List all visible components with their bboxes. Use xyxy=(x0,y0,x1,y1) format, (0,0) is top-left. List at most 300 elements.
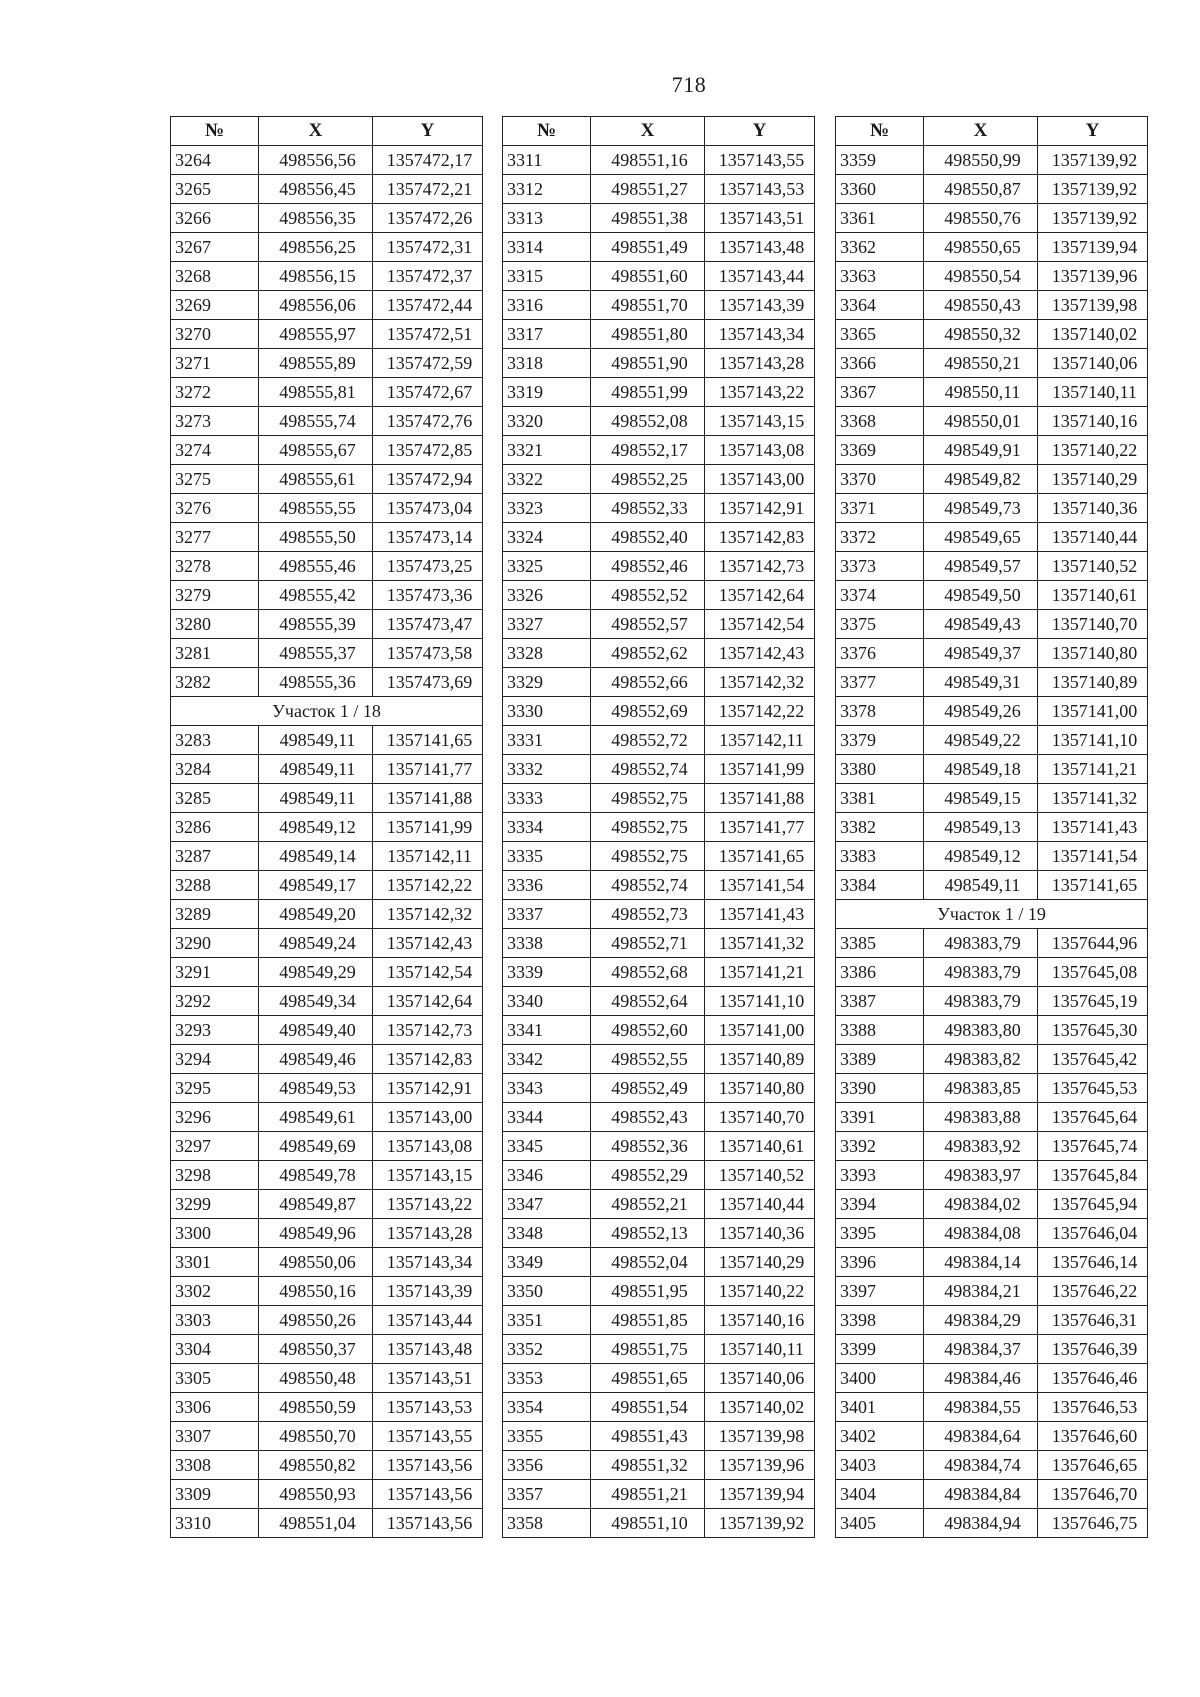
table-row xyxy=(171,320,483,349)
table-row xyxy=(171,929,483,958)
y-coordinate-cell: 1357142,11 xyxy=(373,842,483,871)
point-number-cell: 3283 xyxy=(171,726,259,755)
y-coordinate-cell: 1357141,99 xyxy=(705,755,815,784)
point-number-cell: 3392 xyxy=(836,1132,924,1161)
y-coordinate-cell: 1357645,64 xyxy=(1038,1103,1148,1132)
x-coordinate-cell: 498550,82 xyxy=(259,1451,373,1480)
x-coordinate-cell: 498551,90 xyxy=(591,349,705,378)
table-row xyxy=(836,1480,1148,1509)
y-coordinate-cell: 1357141,54 xyxy=(705,871,815,900)
x-coordinate-cell: 498550,70 xyxy=(259,1422,373,1451)
y-coordinate-cell: 1357646,53 xyxy=(1038,1393,1148,1422)
point-number-cell: 3314 xyxy=(503,233,591,262)
y-coordinate-cell: 1357139,98 xyxy=(705,1422,815,1451)
y-coordinate-cell: 1357143,53 xyxy=(705,175,815,204)
point-number-cell: 3404 xyxy=(836,1480,924,1509)
table-row xyxy=(503,1219,815,1248)
y-coordinate-cell: 1357140,61 xyxy=(1038,581,1148,610)
x-coordinate-cell: 498550,37 xyxy=(259,1335,373,1364)
x-coordinate-cell: 498550,87 xyxy=(924,175,1038,204)
x-coordinate-cell: 498550,06 xyxy=(259,1248,373,1277)
column-header-y: Y xyxy=(705,117,815,146)
y-coordinate-cell: 1357140,16 xyxy=(1038,407,1148,436)
table-row xyxy=(171,581,483,610)
table-row xyxy=(836,465,1148,494)
point-number-cell: 3382 xyxy=(836,813,924,842)
table-row xyxy=(503,871,815,900)
table-row xyxy=(836,523,1148,552)
x-coordinate-cell: 498550,65 xyxy=(924,233,1038,262)
x-coordinate-cell: 498549,24 xyxy=(259,929,373,958)
y-coordinate-cell: 1357142,11 xyxy=(705,726,815,755)
x-coordinate-cell: 498549,17 xyxy=(259,871,373,900)
y-coordinate-cell: 1357472,59 xyxy=(373,349,483,378)
x-coordinate-cell: 498551,85 xyxy=(591,1306,705,1335)
table-row xyxy=(503,204,815,233)
y-coordinate-cell: 1357141,65 xyxy=(373,726,483,755)
y-coordinate-cell: 1357140,80 xyxy=(1038,639,1148,668)
table-row xyxy=(503,494,815,523)
point-number-cell: 3389 xyxy=(836,1045,924,1074)
point-number-cell: 3269 xyxy=(171,291,259,320)
table-row xyxy=(836,1306,1148,1335)
point-number-cell: 3373 xyxy=(836,552,924,581)
table-row xyxy=(503,1074,815,1103)
point-number-cell: 3369 xyxy=(836,436,924,465)
x-coordinate-cell: 498550,99 xyxy=(924,146,1038,175)
y-coordinate-cell: 1357143,28 xyxy=(705,349,815,378)
table-row xyxy=(171,262,483,291)
y-coordinate-cell: 1357140,89 xyxy=(705,1045,815,1074)
section-label: Участок 1 / 19 xyxy=(836,900,1148,929)
x-coordinate-cell: 498549,53 xyxy=(259,1074,373,1103)
table-row xyxy=(171,378,483,407)
table-row xyxy=(836,668,1148,697)
y-coordinate-cell: 1357472,94 xyxy=(373,465,483,494)
point-number-cell: 3266 xyxy=(171,204,259,233)
table-row xyxy=(503,1161,815,1190)
x-coordinate-cell: 498384,84 xyxy=(924,1480,1038,1509)
point-number-cell: 3289 xyxy=(171,900,259,929)
y-coordinate-cell: 1357140,52 xyxy=(1038,552,1148,581)
y-coordinate-cell: 1357140,11 xyxy=(705,1335,815,1364)
point-number-cell: 3375 xyxy=(836,610,924,639)
y-coordinate-cell: 1357142,64 xyxy=(705,581,815,610)
table-row xyxy=(836,1451,1148,1480)
table-row xyxy=(171,668,483,697)
y-coordinate-cell: 1357142,73 xyxy=(373,1016,483,1045)
point-number-cell: 3279 xyxy=(171,581,259,610)
y-coordinate-cell: 1357143,15 xyxy=(705,407,815,436)
y-coordinate-cell: 1357473,58 xyxy=(373,639,483,668)
x-coordinate-cell: 498383,97 xyxy=(924,1161,1038,1190)
point-number-cell: 3323 xyxy=(503,494,591,523)
table-row xyxy=(503,552,815,581)
point-number-cell: 3295 xyxy=(171,1074,259,1103)
table-row xyxy=(171,552,483,581)
table-row xyxy=(171,610,483,639)
point-number-cell: 3310 xyxy=(171,1509,259,1538)
y-coordinate-cell: 1357646,22 xyxy=(1038,1277,1148,1306)
y-coordinate-cell: 1357142,32 xyxy=(705,668,815,697)
y-coordinate-cell: 1357141,43 xyxy=(1038,813,1148,842)
table-row xyxy=(171,233,483,262)
point-number-cell: 3385 xyxy=(836,929,924,958)
column-header-y: Y xyxy=(373,117,483,146)
y-coordinate-cell: 1357139,92 xyxy=(1038,175,1148,204)
y-coordinate-cell: 1357143,28 xyxy=(373,1219,483,1248)
x-coordinate-cell: 498556,15 xyxy=(259,262,373,291)
y-coordinate-cell: 1357141,10 xyxy=(705,987,815,1016)
x-coordinate-cell: 498384,74 xyxy=(924,1451,1038,1480)
x-coordinate-cell: 498550,32 xyxy=(924,320,1038,349)
y-coordinate-cell: 1357143,51 xyxy=(373,1364,483,1393)
x-coordinate-cell: 498383,88 xyxy=(924,1103,1038,1132)
table-row xyxy=(836,813,1148,842)
x-coordinate-cell: 498549,40 xyxy=(259,1016,373,1045)
point-number-cell: 3306 xyxy=(171,1393,259,1422)
point-number-cell: 3347 xyxy=(503,1190,591,1219)
table-row xyxy=(171,291,483,320)
table-row xyxy=(171,755,483,784)
point-number-cell: 3303 xyxy=(171,1306,259,1335)
x-coordinate-cell: 498549,11 xyxy=(259,755,373,784)
y-coordinate-cell: 1357472,26 xyxy=(373,204,483,233)
table-row xyxy=(503,146,815,175)
point-number-cell: 3393 xyxy=(836,1161,924,1190)
table-row xyxy=(836,1248,1148,1277)
y-coordinate-cell: 1357143,08 xyxy=(373,1132,483,1161)
point-number-cell: 3324 xyxy=(503,523,591,552)
point-number-cell: 3400 xyxy=(836,1364,924,1393)
table-row xyxy=(836,494,1148,523)
point-number-cell: 3355 xyxy=(503,1422,591,1451)
y-coordinate-cell: 1357139,92 xyxy=(1038,146,1148,175)
y-coordinate-cell: 1357141,43 xyxy=(705,900,815,929)
x-coordinate-cell: 498552,69 xyxy=(591,697,705,726)
x-coordinate-cell: 498549,22 xyxy=(924,726,1038,755)
point-number-cell: 3374 xyxy=(836,581,924,610)
x-coordinate-cell: 498551,70 xyxy=(591,291,705,320)
y-coordinate-cell: 1357646,14 xyxy=(1038,1248,1148,1277)
y-coordinate-cell: 1357140,61 xyxy=(705,1132,815,1161)
y-coordinate-cell: 1357143,15 xyxy=(373,1161,483,1190)
x-coordinate-cell: 498549,82 xyxy=(924,465,1038,494)
point-number-cell: 3330 xyxy=(503,697,591,726)
point-number-cell: 3394 xyxy=(836,1190,924,1219)
point-number-cell: 3311 xyxy=(503,146,591,175)
table-row xyxy=(836,755,1148,784)
point-number-cell: 3372 xyxy=(836,523,924,552)
x-coordinate-cell: 498549,65 xyxy=(924,523,1038,552)
x-coordinate-cell: 498552,71 xyxy=(591,929,705,958)
x-coordinate-cell: 498552,08 xyxy=(591,407,705,436)
point-number-cell: 3322 xyxy=(503,465,591,494)
x-coordinate-cell: 498552,72 xyxy=(591,726,705,755)
point-number-cell: 3264 xyxy=(171,146,259,175)
point-number-cell: 3377 xyxy=(836,668,924,697)
table-row xyxy=(836,1132,1148,1161)
point-number-cell: 3351 xyxy=(503,1306,591,1335)
table-row xyxy=(171,958,483,987)
table-row xyxy=(503,320,815,349)
point-number-cell: 3333 xyxy=(503,784,591,813)
point-number-cell: 3391 xyxy=(836,1103,924,1132)
x-coordinate-cell: 498550,59 xyxy=(259,1393,373,1422)
table-row xyxy=(171,1045,483,1074)
table-row xyxy=(171,813,483,842)
x-coordinate-cell: 498550,26 xyxy=(259,1306,373,1335)
table-row xyxy=(171,1016,483,1045)
table-row xyxy=(503,842,815,871)
y-coordinate-cell: 1357645,74 xyxy=(1038,1132,1148,1161)
table-row xyxy=(836,1016,1148,1045)
point-number-cell: 3365 xyxy=(836,320,924,349)
point-number-cell: 3403 xyxy=(836,1451,924,1480)
x-coordinate-cell: 498550,01 xyxy=(924,407,1038,436)
coordinates-table-middle xyxy=(502,116,815,1538)
section-row xyxy=(836,900,1148,929)
y-coordinate-cell: 1357645,42 xyxy=(1038,1045,1148,1074)
point-number-cell: 3348 xyxy=(503,1219,591,1248)
x-coordinate-cell: 498551,21 xyxy=(591,1480,705,1509)
point-number-cell: 3302 xyxy=(171,1277,259,1306)
x-coordinate-cell: 498384,94 xyxy=(924,1509,1038,1538)
table-row xyxy=(836,784,1148,813)
y-coordinate-cell: 1357140,44 xyxy=(705,1190,815,1219)
y-coordinate-cell: 1357143,22 xyxy=(705,378,815,407)
table-row xyxy=(836,262,1148,291)
point-number-cell: 3356 xyxy=(503,1451,591,1480)
coordinates-table-left xyxy=(170,116,483,1538)
y-coordinate-cell: 1357140,06 xyxy=(1038,349,1148,378)
y-coordinate-cell: 1357143,51 xyxy=(705,204,815,233)
y-coordinate-cell: 1357142,32 xyxy=(373,900,483,929)
y-coordinate-cell: 1357139,94 xyxy=(705,1480,815,1509)
table-row xyxy=(836,1422,1148,1451)
table-row xyxy=(503,813,815,842)
point-number-cell: 3328 xyxy=(503,639,591,668)
y-coordinate-cell: 1357139,96 xyxy=(1038,262,1148,291)
x-coordinate-cell: 498552,17 xyxy=(591,436,705,465)
table-row xyxy=(836,436,1148,465)
table-row xyxy=(171,842,483,871)
table-row xyxy=(503,581,815,610)
table-row xyxy=(503,291,815,320)
point-number-cell: 3371 xyxy=(836,494,924,523)
y-coordinate-cell: 1357141,32 xyxy=(705,929,815,958)
y-coordinate-cell: 1357143,00 xyxy=(705,465,815,494)
point-number-cell: 3399 xyxy=(836,1335,924,1364)
x-coordinate-cell: 498384,64 xyxy=(924,1422,1038,1451)
y-coordinate-cell: 1357142,83 xyxy=(373,1045,483,1074)
x-coordinate-cell: 498552,21 xyxy=(591,1190,705,1219)
table-row xyxy=(836,291,1148,320)
point-number-cell: 3281 xyxy=(171,639,259,668)
y-coordinate-cell: 1357143,44 xyxy=(373,1306,483,1335)
y-coordinate-cell: 1357143,48 xyxy=(373,1335,483,1364)
x-coordinate-cell: 498551,60 xyxy=(591,262,705,291)
x-coordinate-cell: 498552,36 xyxy=(591,1132,705,1161)
y-coordinate-cell: 1357140,36 xyxy=(1038,494,1148,523)
x-coordinate-cell: 498551,49 xyxy=(591,233,705,262)
y-coordinate-cell: 1357141,54 xyxy=(1038,842,1148,871)
table-row xyxy=(503,958,815,987)
y-coordinate-cell: 1357143,39 xyxy=(373,1277,483,1306)
table-row xyxy=(836,378,1148,407)
table-row xyxy=(836,1045,1148,1074)
x-coordinate-cell: 498384,37 xyxy=(924,1335,1038,1364)
y-coordinate-cell: 1357140,52 xyxy=(705,1161,815,1190)
table-header-row xyxy=(171,117,483,146)
y-coordinate-cell: 1357473,14 xyxy=(373,523,483,552)
point-number-cell: 3352 xyxy=(503,1335,591,1364)
x-coordinate-cell: 498552,74 xyxy=(591,755,705,784)
table-row xyxy=(503,1016,815,1045)
table-row xyxy=(503,1190,815,1219)
y-coordinate-cell: 1357143,55 xyxy=(705,146,815,175)
y-coordinate-cell: 1357140,16 xyxy=(705,1306,815,1335)
table-row xyxy=(171,1103,483,1132)
table-row xyxy=(836,610,1148,639)
y-coordinate-cell: 1357141,21 xyxy=(705,958,815,987)
y-coordinate-cell: 1357140,02 xyxy=(1038,320,1148,349)
y-coordinate-cell: 1357143,22 xyxy=(373,1190,483,1219)
table-row xyxy=(503,1393,815,1422)
x-coordinate-cell: 498550,54 xyxy=(924,262,1038,291)
x-coordinate-cell: 498549,11 xyxy=(259,784,373,813)
y-coordinate-cell: 1357142,43 xyxy=(373,929,483,958)
y-coordinate-cell: 1357646,70 xyxy=(1038,1480,1148,1509)
table-header-row xyxy=(836,117,1148,146)
x-coordinate-cell: 498384,14 xyxy=(924,1248,1038,1277)
x-coordinate-cell: 498552,62 xyxy=(591,639,705,668)
point-number-cell: 3381 xyxy=(836,784,924,813)
y-coordinate-cell: 1357472,76 xyxy=(373,407,483,436)
x-coordinate-cell: 498555,67 xyxy=(259,436,373,465)
y-coordinate-cell: 1357140,89 xyxy=(1038,668,1148,697)
y-coordinate-cell: 1357141,88 xyxy=(705,784,815,813)
y-coordinate-cell: 1357143,34 xyxy=(705,320,815,349)
table-row xyxy=(503,1509,815,1538)
x-coordinate-cell: 498551,10 xyxy=(591,1509,705,1538)
point-number-cell: 3294 xyxy=(171,1045,259,1074)
point-number-cell: 3272 xyxy=(171,378,259,407)
y-coordinate-cell: 1357141,10 xyxy=(1038,726,1148,755)
x-coordinate-cell: 498556,45 xyxy=(259,175,373,204)
y-coordinate-cell: 1357646,46 xyxy=(1038,1364,1148,1393)
point-number-cell: 3317 xyxy=(503,320,591,349)
point-number-cell: 3349 xyxy=(503,1248,591,1277)
point-number-cell: 3396 xyxy=(836,1248,924,1277)
x-coordinate-cell: 498551,43 xyxy=(591,1422,705,1451)
table-row xyxy=(836,639,1148,668)
point-number-cell: 3379 xyxy=(836,726,924,755)
x-coordinate-cell: 498555,89 xyxy=(259,349,373,378)
point-number-cell: 3299 xyxy=(171,1190,259,1219)
x-coordinate-cell: 498552,40 xyxy=(591,523,705,552)
table-row xyxy=(836,349,1148,378)
table-row xyxy=(836,1364,1148,1393)
point-number-cell: 3339 xyxy=(503,958,591,987)
table-row xyxy=(836,1219,1148,1248)
point-number-cell: 3361 xyxy=(836,204,924,233)
table-row xyxy=(503,465,815,494)
column-header-x: X xyxy=(591,117,705,146)
x-coordinate-cell: 498384,55 xyxy=(924,1393,1038,1422)
point-number-cell: 3383 xyxy=(836,842,924,871)
y-coordinate-cell: 1357142,54 xyxy=(705,610,815,639)
x-coordinate-cell: 498550,93 xyxy=(259,1480,373,1509)
x-coordinate-cell: 498383,85 xyxy=(924,1074,1038,1103)
y-coordinate-cell: 1357645,19 xyxy=(1038,987,1148,1016)
point-number-cell: 3337 xyxy=(503,900,591,929)
table-row xyxy=(171,1161,483,1190)
point-number-cell: 3304 xyxy=(171,1335,259,1364)
table-row xyxy=(503,1335,815,1364)
x-coordinate-cell: 498552,25 xyxy=(591,465,705,494)
y-coordinate-cell: 1357140,22 xyxy=(1038,436,1148,465)
table-row xyxy=(171,146,483,175)
table-row xyxy=(171,1451,483,1480)
table-row xyxy=(503,233,815,262)
y-coordinate-cell: 1357646,60 xyxy=(1038,1422,1148,1451)
x-coordinate-cell: 498556,25 xyxy=(259,233,373,262)
point-number-cell: 3366 xyxy=(836,349,924,378)
point-number-cell: 3344 xyxy=(503,1103,591,1132)
y-coordinate-cell: 1357142,73 xyxy=(705,552,815,581)
table-row xyxy=(171,1248,483,1277)
table-row xyxy=(171,204,483,233)
point-number-cell: 3397 xyxy=(836,1277,924,1306)
x-coordinate-cell: 498556,56 xyxy=(259,146,373,175)
point-number-cell: 3270 xyxy=(171,320,259,349)
x-coordinate-cell: 498551,95 xyxy=(591,1277,705,1306)
point-number-cell: 3293 xyxy=(171,1016,259,1045)
y-coordinate-cell: 1357140,29 xyxy=(1038,465,1148,494)
y-coordinate-cell: 1357472,67 xyxy=(373,378,483,407)
x-coordinate-cell: 498549,96 xyxy=(259,1219,373,1248)
table-header-row xyxy=(503,117,815,146)
point-number-cell: 3402 xyxy=(836,1422,924,1451)
point-number-cell: 3298 xyxy=(171,1161,259,1190)
y-coordinate-cell: 1357472,37 xyxy=(373,262,483,291)
x-coordinate-cell: 498551,04 xyxy=(259,1509,373,1538)
table-row xyxy=(503,1306,815,1335)
column-header-y: Y xyxy=(1038,117,1148,146)
x-coordinate-cell: 498549,26 xyxy=(924,697,1038,726)
point-number-cell: 3398 xyxy=(836,1306,924,1335)
point-number-cell: 3340 xyxy=(503,987,591,1016)
y-coordinate-cell: 1357143,48 xyxy=(705,233,815,262)
x-coordinate-cell: 498549,57 xyxy=(924,552,1038,581)
x-coordinate-cell: 498383,80 xyxy=(924,1016,1038,1045)
point-number-cell: 3313 xyxy=(503,204,591,233)
x-coordinate-cell: 498383,79 xyxy=(924,958,1038,987)
y-coordinate-cell: 1357646,39 xyxy=(1038,1335,1148,1364)
x-coordinate-cell: 498552,55 xyxy=(591,1045,705,1074)
point-number-cell: 3280 xyxy=(171,610,259,639)
point-number-cell: 3268 xyxy=(171,262,259,291)
x-coordinate-cell: 498555,61 xyxy=(259,465,373,494)
x-coordinate-cell: 498552,75 xyxy=(591,842,705,871)
point-number-cell: 3305 xyxy=(171,1364,259,1393)
table-row xyxy=(836,1509,1148,1538)
x-coordinate-cell: 498383,92 xyxy=(924,1132,1038,1161)
table-row xyxy=(503,784,815,813)
y-coordinate-cell: 1357142,43 xyxy=(705,639,815,668)
y-coordinate-cell: 1357141,77 xyxy=(705,813,815,842)
